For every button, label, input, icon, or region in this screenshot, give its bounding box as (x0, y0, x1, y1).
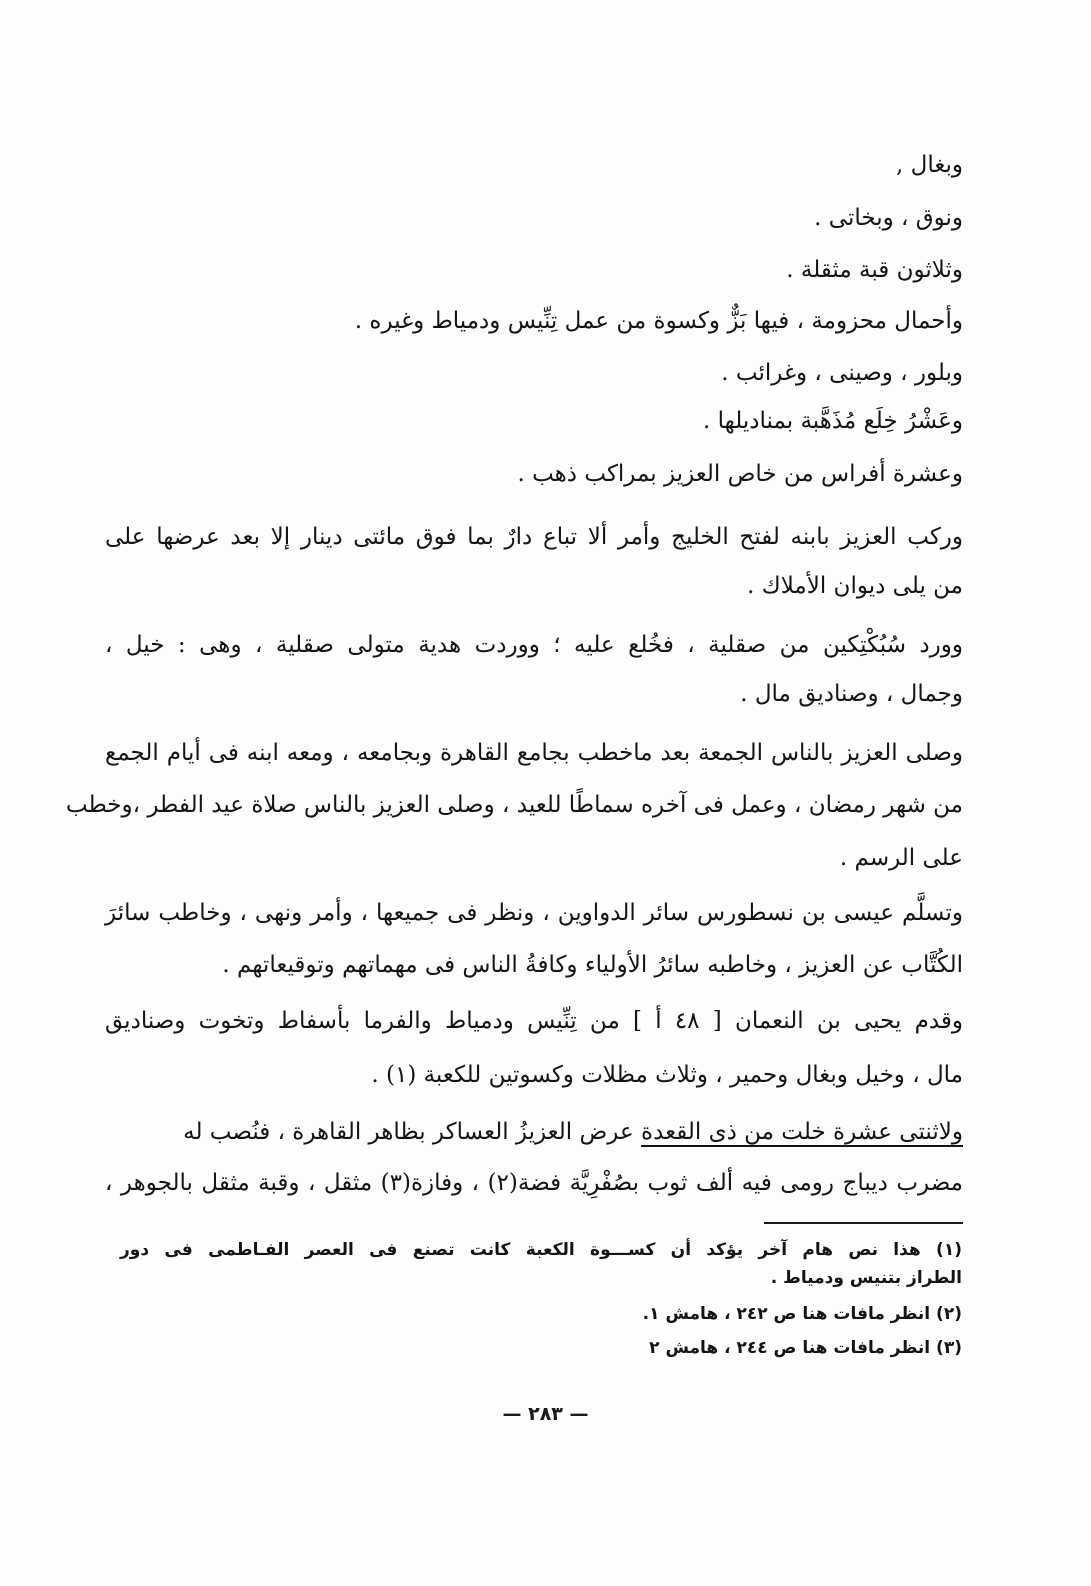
list-item: ونوق ، وبخاتى . (814, 205, 963, 231)
paragraph-line: من يلى ديوان الأملاك . (747, 573, 963, 599)
paragraph-line: الكُتَّاب عن العزيز ، وخاطبه سائرُ الأولياء وكافةُ الناس فى مهماتهم وتوقيعاتهم . (222, 952, 963, 978)
footnote-1-continued: الطراز بتنيس ودمياط . (770, 1268, 962, 1288)
list-item: وعشرة أفراس من خاص العزيز بمراكب ذهب . (517, 461, 963, 487)
footnote-2: (٢) انظر مافات هنا ص ٢٤٢ ، هامش ١. (642, 1304, 962, 1324)
list-item: وبلور ، وصينى ، وغرائب . (721, 360, 963, 386)
paragraph-line: مضرب ديباج رومى فيه ألف ثوب بصُفْرِيَّة فضة(٢) ، وفازة(٣) مثقل ، وقبة مثقل بالجوهر ، (105, 1170, 963, 1196)
list-item: وعَشْرُ خِلَع مُذَهَّبة بمناديلها . (703, 408, 963, 434)
footnote-3: (٣) انظر مافات هنا ص ٢٤٤ ، هامش ٢ (649, 1338, 962, 1358)
paragraph-line-rest: عرض العزيزُ العساكر بظاهر القاهرة ، فنُصب له (183, 1119, 642, 1145)
footnotes (120, 0, 962, 1380)
paragraph-line: وقدم يحيى بن النعمان [ ٤٨ أ ] من تِنِّيس ودمياط والفرما بأسفاط وتخوت وصناديق (105, 1008, 963, 1034)
paragraph-line: وصلى العزيز بالناس الجمعة بعد ماخطب بجامع القاهرة وبجامعه ، ومعه ابنه فى أيام الجمع (105, 740, 963, 766)
list-item: وأحمال محزومة ، فيها بَزٌّ وكسوة من عمل تِنِّيس ودمياط وغيره . (354, 308, 963, 334)
paragraph-line: على الرسم . (839, 845, 963, 871)
underlined-date-phrase: ولاثنتى عشرة خلت من ذى القعدة (641, 1119, 963, 1145)
list-item: وثلاثون قبة مثقلة . (786, 257, 963, 283)
list-item: وبغال , (896, 152, 963, 178)
paragraph-line: وركب العزيز بابنه لفتح الخليج وأمر ألا تباع دارٌ بما فوق مائتى دينار إلا بعد عرضها على (105, 524, 963, 550)
paragraph-line: مال ، وخيل وبغال وحمير ، وثلاث مظلات وكسوتين للكعبة (١) . (371, 1062, 963, 1088)
paragraph-line: وورد سُبُكْتِكين من صقلية ، فخُلع عليه ؛ ووردت هدية متولى صقلية ، وهى : خيل ، (105, 632, 963, 658)
paragraph-line: من شهر رمضان ، وعمل فى آخره سماطًا للعيد ، وصلى العزيز بالناس صلاة عيد الفطر ،وخطب (65, 792, 963, 818)
page-number: — ٢٨٣ — (502, 1403, 589, 1425)
paragraph-line: وتسلَّم عيسى بن نسطورس سائر الدواوين ، ونظر فى جميعها ، وأمر ونهى ، وخاطب سائرَ (105, 900, 963, 926)
footnote-1: (١) هذا نص هام آخر يؤكد أن كســـوة الكعبة كانت تصنع فى العصر الفـاطمى فى دور (120, 1240, 962, 1260)
paragraph-line: وجمال ، وصناديق مال . (740, 681, 963, 707)
